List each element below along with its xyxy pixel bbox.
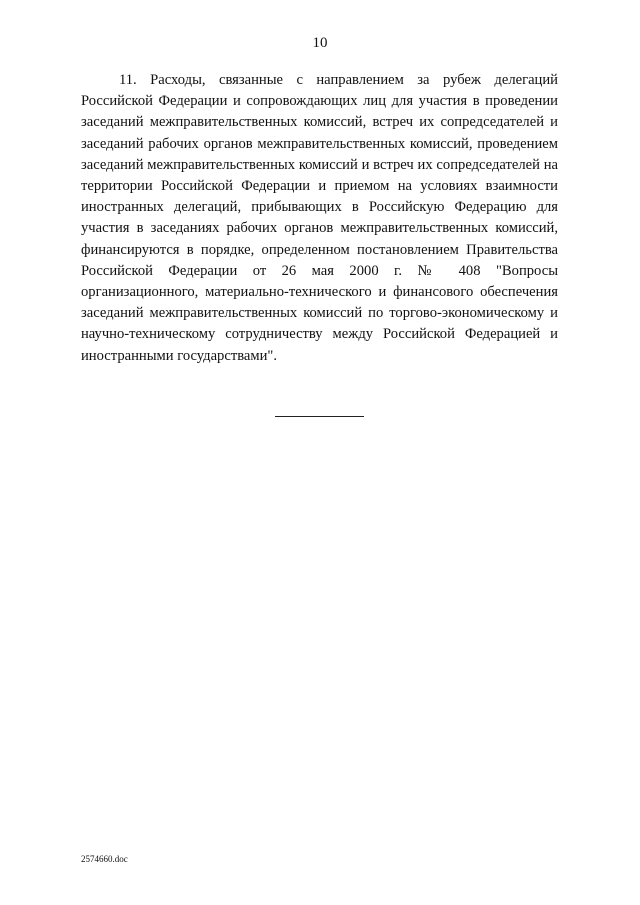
page-number: 10: [312, 35, 328, 51]
paragraph-11: 11. Расходы, связанные с направлением за рубеж делегаций Российской Федерации и сопровождающих лиц для участия в проведении заседаний межправительственных комиссий, встреч их сопредседателей и заседаний рабочих органов межправительственных комиссий, проведением заседаний межправительственных комиссий и встреч их сопредседателей на территории Российской Федерации и приемом на условиях взаимности иностранных делегаций, прибывающих в Российскую Федерацию для участия в заседаниях рабочих органов межправительственных комиссий, финансируются в порядке, определенном постановлением Правительства Российской Федерации от 26 мая 2000 г. № 408 "Вопросы организационного, материально-технического и финансового обеспечения заседаний межправительственных комиссий по торгово-экономическому и научно-техническому сотрудничеству между Российской Федерацией и иностранными государствами".: [81, 72, 558, 364]
document-code: 2574660.doc: [81, 854, 128, 864]
separator-line: [275, 416, 364, 417]
